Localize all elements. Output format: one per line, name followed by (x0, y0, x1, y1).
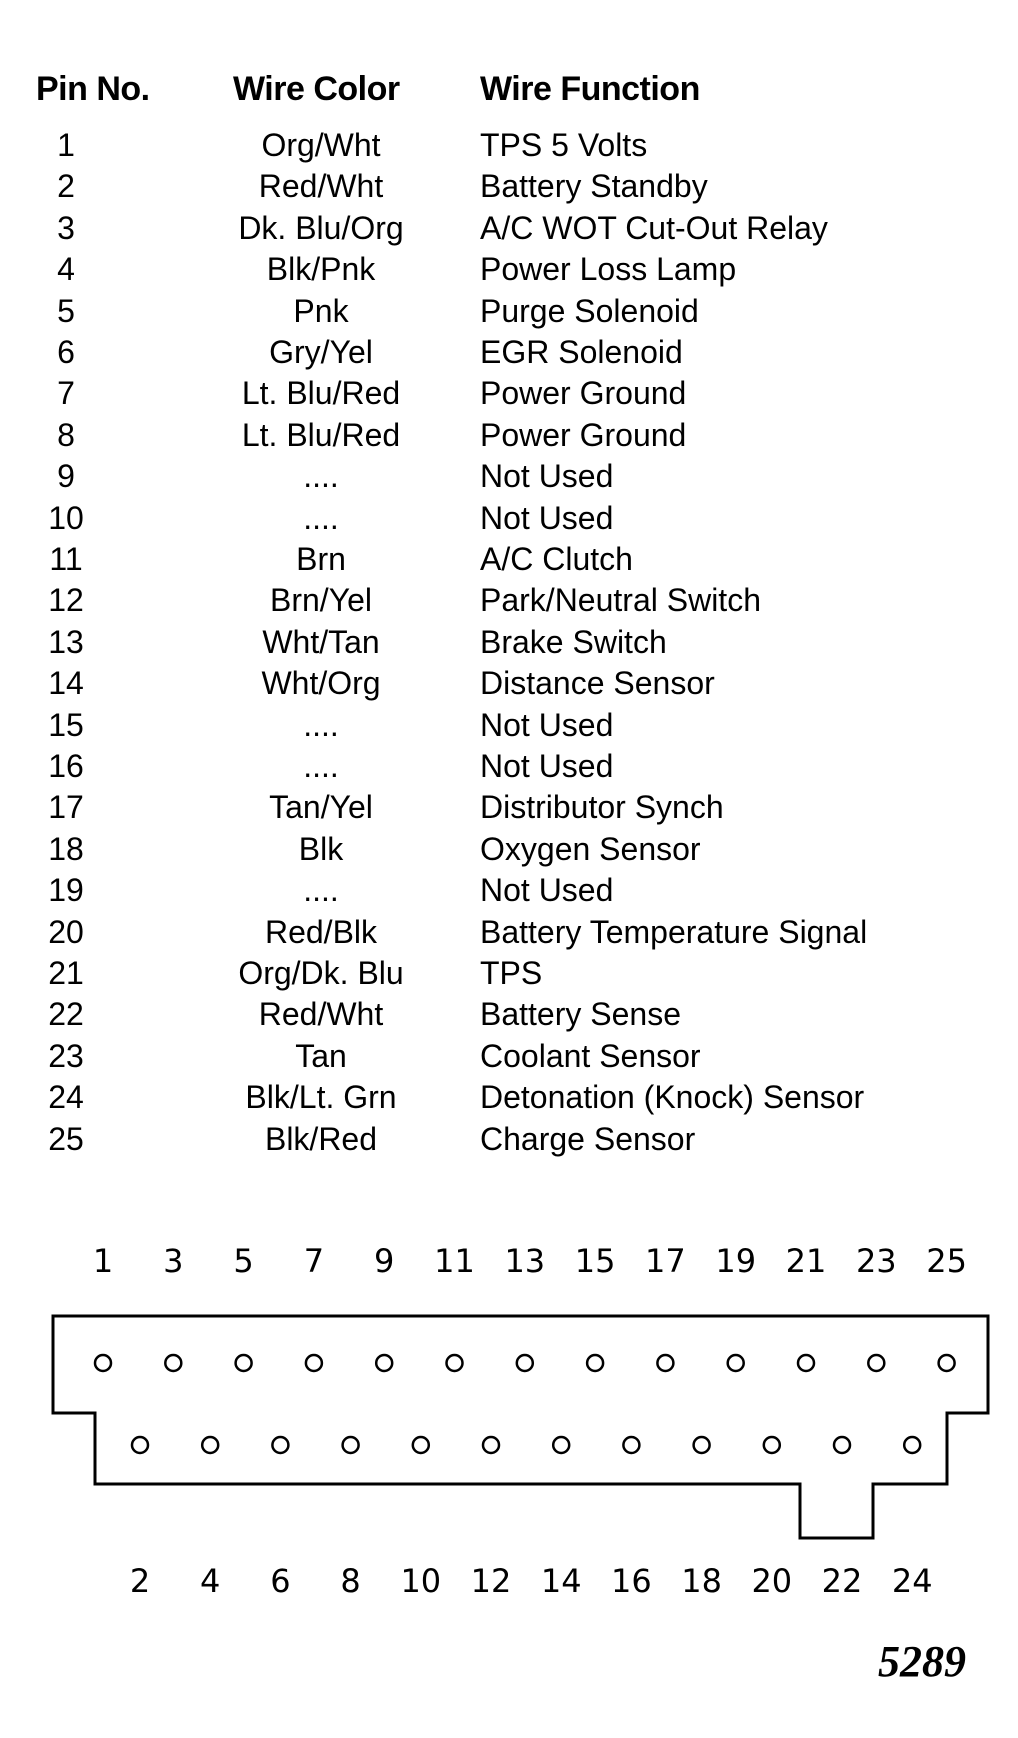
pin-number-cell: 6 (57, 334, 75, 370)
pin-hole (904, 1437, 920, 1453)
bottom-pin-label: 2 (129, 1562, 151, 1600)
pin-number-cell: 1 (57, 127, 75, 163)
table-row (0, 580, 1018, 621)
pin-number-cell: 20 (48, 913, 84, 950)
bottom-pin-label: 22 (821, 1562, 863, 1600)
pin-number-header: Pin No. (36, 70, 150, 108)
pin-number-cell: 8 (57, 416, 75, 453)
pin-hole (657, 1355, 673, 1371)
pin-number-cell: 2 (57, 168, 75, 205)
bottom-pin-label: 6 (270, 1562, 291, 1600)
pin-hole (202, 1437, 218, 1453)
wire-function-cell: Not Used (480, 458, 614, 495)
wire-color-cell: Pnk (293, 292, 349, 329)
pin-number-cell: 19 (48, 872, 84, 909)
pin-hole (272, 1437, 288, 1453)
wire-function-cell: TPS 5 Volts (480, 127, 648, 163)
wire-color-cell: Blk/Lt. Grn (245, 1079, 397, 1116)
wire-function-cell: Power Ground (480, 375, 687, 412)
wire-color-cell: Red/Blk (264, 913, 378, 950)
top-pin-label: 13 (504, 1242, 546, 1280)
pin-hole (483, 1437, 499, 1453)
pin-hole (939, 1355, 955, 1371)
wire-color-cell: Wht/Org (261, 665, 381, 702)
wire-color-cell: .... (303, 706, 339, 743)
table-row (0, 125, 1018, 166)
bottom-pin-holes (132, 1437, 920, 1453)
pin-number-cell: 3 (57, 209, 75, 246)
table-row (0, 291, 1018, 332)
pin-number-cell: 5 (57, 292, 75, 329)
top-pin-label: 21 (785, 1242, 827, 1280)
pin-number-cell: 4 (57, 251, 75, 288)
pin-hole (343, 1437, 359, 1453)
pin-hole (165, 1355, 181, 1371)
wire-color-cell: Org/Dk. Blu (238, 955, 404, 991)
pin-number-cell: 14 (48, 665, 84, 702)
figure-number: 5289 (878, 1637, 966, 1686)
wire-color-cell: Brn (296, 541, 346, 577)
pin-number-cell: 13 (48, 623, 84, 660)
wire-function-cell: Battery Temperature Signal (480, 913, 868, 950)
table-row (0, 622, 1018, 663)
pin-hole (587, 1355, 603, 1371)
pin-number-cell: 25 (48, 1120, 84, 1157)
top-pin-labels (93, 1242, 967, 1280)
connector-diagram (0, 1230, 1018, 1630)
top-pin-label: 17 (645, 1242, 686, 1280)
top-pin-label: 5 (233, 1242, 254, 1280)
wire-color-cell: Lt. Blu/Red (241, 375, 401, 412)
top-pin-label: 25 (926, 1242, 967, 1280)
wire-color-cell: .... (303, 458, 339, 495)
connector-outline (53, 1316, 988, 1538)
bottom-pin-label: 10 (400, 1562, 442, 1600)
bottom-pin-label: 8 (340, 1562, 361, 1600)
top-pin-label: 3 (163, 1242, 184, 1280)
table-row (0, 415, 1018, 456)
bottom-pin-labels (130, 1562, 933, 1600)
wire-function-cell: A/C WOT Cut-Out Relay (480, 209, 828, 246)
wire-function-cell: Oxygen Sensor (480, 830, 701, 867)
pin-number-cell: 17 (48, 789, 84, 826)
pin-hole (868, 1355, 884, 1371)
pin-hole (728, 1355, 744, 1371)
table-row (0, 746, 1018, 787)
table-row (0, 870, 1018, 911)
top-pin-label: 1 (92, 1242, 114, 1280)
pin-hole (236, 1355, 252, 1371)
table-row (0, 456, 1018, 497)
bottom-pin-label: 18 (681, 1562, 722, 1600)
table-row (0, 1119, 1018, 1160)
pin-number-cell: 11 (49, 541, 83, 577)
pin-hole (517, 1355, 533, 1371)
top-pin-label: 11 (434, 1242, 475, 1280)
wire-function-cell: Power Ground (480, 416, 687, 453)
bottom-pin-label: 4 (200, 1562, 221, 1600)
top-pin-label: 9 (374, 1242, 395, 1280)
top-pin-holes (95, 1355, 955, 1371)
pin-number-cell: 7 (57, 375, 75, 412)
table-row (0, 787, 1018, 828)
table-row (0, 705, 1018, 746)
table-row (0, 249, 1018, 290)
wire-color-cell: Lt. Blu/Red (241, 416, 401, 453)
pin-number-cell: 9 (57, 458, 75, 495)
wire-color-cell: Tan/Yel (269, 789, 373, 826)
top-pin-label: 23 (855, 1242, 897, 1280)
pin-hole (376, 1355, 392, 1371)
table-row (0, 539, 1018, 580)
wire-function-cell: Charge Sensor (480, 1120, 696, 1157)
pin-hole (306, 1355, 322, 1371)
wire-function-cell: TPS (480, 955, 543, 991)
wire-function-cell: Battery Sense (480, 996, 681, 1033)
pin-number-cell: 23 (48, 1037, 84, 1074)
wire-color-cell: .... (303, 748, 339, 784)
wire-color-cell: Blk (298, 830, 344, 867)
wire-function-cell: Not Used (480, 499, 614, 536)
pin-number-cell: 22 (48, 996, 84, 1033)
top-pin-label: 7 (303, 1242, 325, 1280)
wire-color-cell: Org/Wht (261, 127, 381, 163)
wire-function-cell: EGR Solenoid (480, 334, 683, 370)
pin-hole (694, 1437, 710, 1453)
pin-hole (132, 1437, 148, 1453)
wire-function-cell: Not Used (480, 748, 614, 784)
table-row (0, 208, 1018, 249)
pin-number-cell: 10 (48, 499, 84, 536)
wire-function-cell: Brake Switch (480, 623, 667, 660)
table-row (0, 663, 1018, 704)
pin-hole (764, 1437, 780, 1453)
table-row (0, 829, 1018, 870)
wire-function-cell: Distance Sensor (480, 665, 715, 702)
wire-color-cell: Wht/Tan (262, 623, 380, 660)
wire-function-header: Wire Function (480, 70, 700, 108)
pin-number-cell: 12 (48, 582, 84, 619)
bottom-pin-label: 16 (611, 1562, 652, 1600)
wire-function-cell: A/C Clutch (480, 541, 633, 577)
wire-color-cell: Blk/Red (264, 1120, 378, 1157)
pin-hole (834, 1437, 850, 1453)
wire-function-cell: Detonation (Knock) Sensor (480, 1079, 865, 1116)
wire-function-cell: Not Used (480, 872, 614, 909)
wire-color-cell: Tan (295, 1037, 347, 1074)
pin-hole (798, 1355, 814, 1371)
wire-color-cell: .... (303, 499, 339, 536)
top-pin-label: 15 (574, 1242, 616, 1280)
pin-hole (413, 1437, 429, 1453)
wire-color-cell: Blk/Pnk (266, 251, 376, 288)
table-row (0, 1077, 1018, 1118)
table-row (0, 1036, 1018, 1077)
table-row (0, 912, 1018, 953)
pin-number-cell: 16 (48, 748, 84, 784)
wire-color-cell: Gry/Yel (269, 334, 373, 370)
bottom-pin-label: 14 (540, 1562, 582, 1600)
top-pin-label: 19 (715, 1242, 757, 1280)
wire-color-cell: Red/Wht (258, 996, 384, 1033)
table-row (0, 166, 1018, 207)
wire-color-cell: Brn/Yel (270, 582, 372, 619)
pin-hole (553, 1437, 569, 1453)
pin-number-cell: 21 (48, 955, 84, 991)
wire-color-header: Wire Color (233, 70, 400, 108)
pin-hole (447, 1355, 463, 1371)
pin-hole (623, 1437, 639, 1453)
table-row (0, 953, 1018, 994)
wire-function-cell: Battery Standby (480, 168, 708, 205)
pin-number-cell: 18 (48, 830, 84, 867)
wire-function-cell: Park/Neutral Switch (480, 582, 761, 619)
bottom-pin-label: 24 (891, 1562, 933, 1600)
table-row (0, 994, 1018, 1035)
wire-function-cell: Distributor Synch (480, 789, 724, 826)
wire-function-cell: Purge Solenoid (480, 292, 699, 329)
pin-hole (95, 1355, 111, 1371)
wire-function-cell: Power Loss Lamp (480, 251, 737, 288)
table-row (0, 498, 1018, 539)
wire-function-cell: Not Used (480, 706, 614, 743)
table-row (0, 332, 1018, 373)
wire-color-cell: Red/Wht (258, 168, 384, 205)
bottom-pin-label: 20 (751, 1562, 793, 1600)
wire-function-cell: Coolant Sensor (480, 1037, 701, 1074)
pin-number-cell: 24 (48, 1079, 84, 1116)
wire-color-cell: Dk. Blu/Org (238, 209, 404, 246)
bottom-pin-label: 12 (470, 1562, 512, 1600)
table-row (0, 373, 1018, 414)
wire-color-cell: .... (303, 872, 339, 909)
pin-number-cell: 15 (48, 706, 84, 743)
